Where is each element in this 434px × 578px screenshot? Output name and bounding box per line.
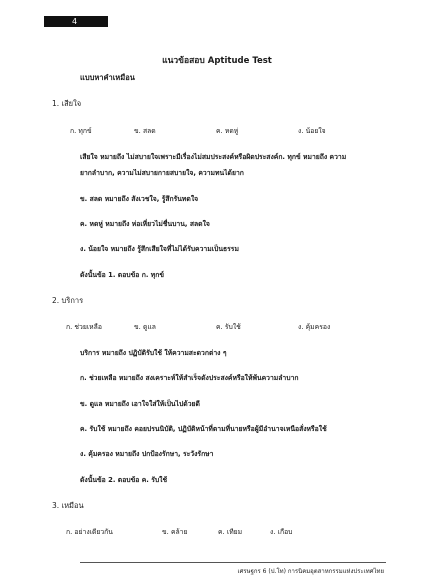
question-1-heading: 1. เสียใจ <box>52 99 82 108</box>
q1-detail-d: ง. น้อยใจ หมายถึง รู้สึกเสียใจที่ไม่ได้รับความเป็นธรรม <box>80 245 239 253</box>
page-footer: เศรษฐกร 6 (ป.โท) การนิคมอุตสาหกรรมแห่งประเทศไทย <box>237 568 384 575</box>
question-2-heading: 2. บริการ <box>52 296 84 305</box>
footer-rule <box>80 562 386 563</box>
page-number: 4 <box>72 17 78 26</box>
q1-choice-d: ง. น้อยใจ <box>298 127 326 135</box>
q1-choice-a: ก. ทุกข์ <box>70 127 92 135</box>
q2-detail-a: ก. ช่วยเหลือ หมายถึง สงเคราะห์ให้สำเร็จดังประสงค์หรือให้พ้นความลำบาก <box>80 374 299 382</box>
q3-choice-c: ค. เทียม <box>218 528 243 536</box>
q2-detail-b: ข. ดูแล หมายถึง เอาใจใส่ให้เป็นไปด้วยดี <box>80 400 200 408</box>
q1-detail-c: ค. หดหู่ หมายถึง ห่อเหี่ยวไม่ชื่นบาน, สลดใจ <box>80 220 210 228</box>
q2-choice-a: ก. ช่วยเหลือ <box>66 323 102 331</box>
q1-choice-c: ค. หดหู่ <box>216 127 239 135</box>
q2-explanation-line: บริการ หมายถึง ปฏิบัติรับใช้ ให้ความสะดวกต่าง ๆ <box>80 349 227 357</box>
q2-choice-b: ข. ดูแล <box>134 323 156 331</box>
q2-choice-d: ง. คุ้มครอง <box>298 323 331 331</box>
q1-explanation-line: เสียใจ หมายถึง ไม่สบายใจเพราะมีเรื่องไม่สมประสงค์หรือผิดประสงค์ก. ทุกข์ หมายถึง ความ <box>80 153 347 161</box>
q3-choice-a: ก. อย่างเดียวกัน <box>66 528 113 536</box>
q1-choice-b: ข. สลด <box>134 127 156 135</box>
section-subtitle: แบบหาคำเหมือน <box>80 73 135 82</box>
q2-detail-d: ง. คุ้มครอง หมายถึง ปกป้องรักษา, ระวังรักษา <box>80 450 214 458</box>
q1-detail-b: ข. สลด หมายถึง สังเวชใจ, รู้สึกรันทดใจ <box>80 195 199 203</box>
page-title: แนวข้อสอบ Aptitude Test <box>162 56 272 66</box>
question-3-heading: 3. เหมือน <box>52 501 84 510</box>
q3-choice-d: ง. เกือบ <box>270 528 293 536</box>
q1-explanation-line: ยากลำบาก, ความไม่สบายกายสบายใจ, ความทนได้ยาก <box>80 169 244 177</box>
q2-detail-c: ค. รับใช้ หมายถึง คอยปรนนิบัติ, ปฏิบัติหน้าที่ตามที่นายหรือผู้มีอำนาจเหนือสั่งหรือใช้ <box>80 425 327 433</box>
q2-answer: ดังนั้นข้อ 2. ตอบข้อ ค. รับใช้ <box>80 476 168 484</box>
q1-answer: ดังนั้นข้อ 1. ตอบข้อ ก. ทุกข์ <box>80 271 165 279</box>
q2-choice-c: ค. รับใช้ <box>216 323 241 331</box>
q3-choice-b: ข. คล้าย <box>162 528 188 536</box>
